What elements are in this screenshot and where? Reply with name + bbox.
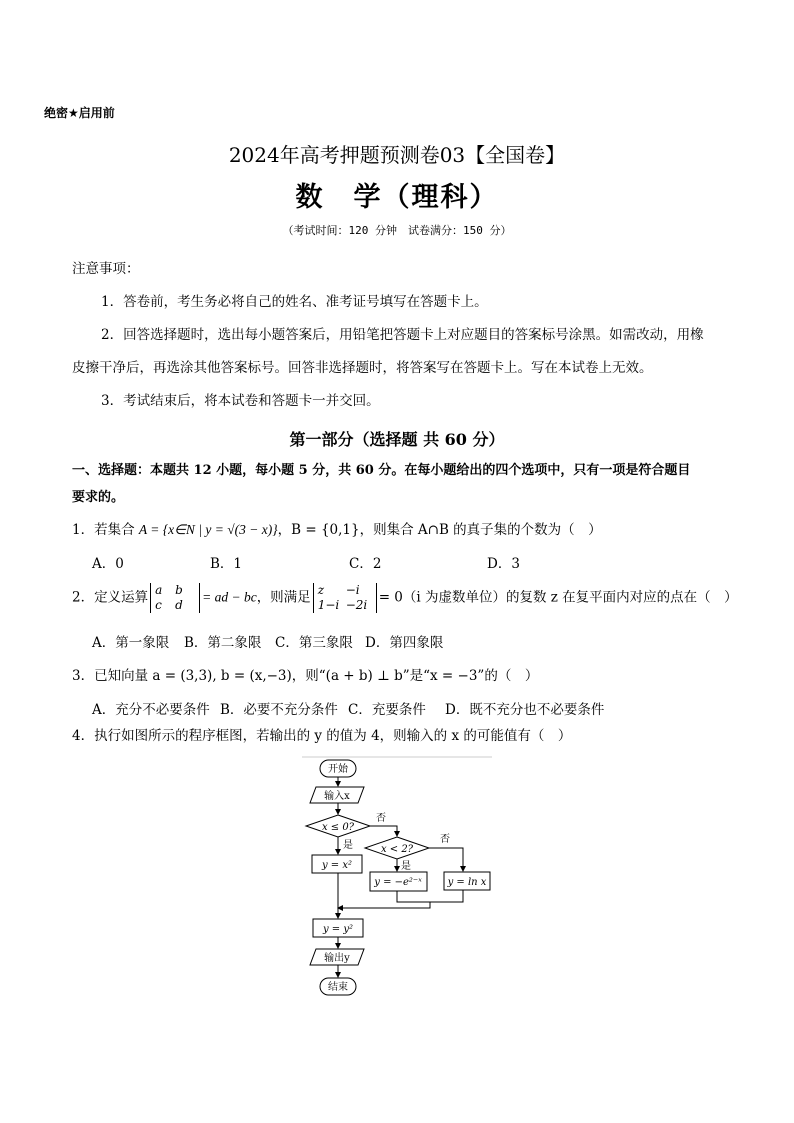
q1-option-b: B．1 — [210, 556, 243, 572]
q1-set-b: ，B = {0,1} — [277, 522, 360, 538]
q1-option-c: C．2 — [349, 556, 382, 572]
flow-box-ln-label: y = ln x — [447, 877, 487, 888]
flow-decision-2-label: x < 2? — [380, 844, 414, 855]
flow-end-label: 结束 — [328, 982, 348, 993]
notice-item-2-line1: 2．回答选择题时，选出每小题答案后，用铅笔把答题卡上对应题目的答案标号涂黑。如需改动，用橡 — [101, 327, 704, 343]
flow-no-2-label: 否 — [440, 834, 450, 845]
flow-decision-1-label: x ≤ 0? — [321, 822, 355, 833]
confidential-label: 绝密★启用前 — [44, 106, 115, 120]
notice-heading: 注意事项： — [72, 261, 140, 277]
q1-suffix: ，则集合 A∩B 的真子集的个数为（ ） — [359, 522, 602, 538]
flow-yes-1-label: 是 — [343, 840, 353, 851]
flow-input-label: 输入x — [324, 791, 350, 802]
flow-output-label: 输出y — [324, 953, 350, 964]
q1-option-d: D．3 — [487, 556, 520, 572]
notice-item-3: 3．考试结束后，将本试卷和答题卡一并交回。 — [101, 393, 380, 409]
flow-box-y-squared-label: y = y² — [322, 924, 354, 935]
q2-mid: ，则满足 — [256, 589, 311, 606]
question-4: 4．执行如图所示的程序框图，若输出的 y 的值为 4，则输入的 x 的可能值有（ ） — [72, 728, 572, 744]
q2-option-c: C．第三象限 — [275, 635, 353, 651]
q2-option-d: D．第四象限 — [365, 635, 444, 651]
q2-prefix: 2．定义运算 — [72, 589, 149, 606]
q3-option-b: B．必要不充分条件 — [220, 702, 338, 718]
q2-determinant-1: a b c d — [150, 583, 200, 613]
flow-yes-2-label: 是 — [401, 861, 411, 872]
q1-option-a: A．0 — [92, 556, 124, 572]
q2-option-b: B．第二象限 — [184, 635, 262, 651]
notice-item-1: 1．答卷前，考生务必将自己的姓名、准考证号填写在答题卡上。 — [101, 294, 488, 310]
flow-box-square-label: y = x² — [321, 860, 353, 871]
flow-box-exp-label: y = −e²⁻ˣ — [374, 877, 422, 888]
question-3: 3．已知向量 a = (3,3), b = (x,−3)，则“(a + b) ⊥ b”是“x = −3”的（ ） — [72, 668, 539, 684]
q3-option-c: C．充要条件 — [348, 702, 426, 718]
notice-item-2-line2: 皮擦干净后，再选涂其他答案标号。回答非选择题时，将答案写在答题卡上。写在本试卷上无效。 — [72, 360, 653, 376]
exam-info: （考试时间：120 分钟 试卷满分：150 分） — [282, 224, 512, 237]
q2-suffix: = 0（i 为虚数单位）的复数 z 在复平面内对应的点在（ ） — [378, 589, 738, 606]
q3-option-d: D．既不充分也不必要条件 — [445, 702, 605, 718]
exam-title: 2024年高考押题预测卷03【全国卷】 — [228, 143, 566, 167]
flow-start-label: 开始 — [328, 764, 348, 775]
flow-no-1-label: 否 — [376, 813, 386, 824]
q2-definition: = ad − bc — [202, 589, 257, 605]
subject-title: 数 学（理科） — [295, 182, 499, 213]
q3-option-a: A．充分不必要条件 — [92, 702, 210, 718]
q2-option-a: A．第一象限 — [92, 635, 170, 651]
section-title: 第一部分（选择题 共 60 分） — [289, 430, 505, 449]
q2-determinant-2: z −i 1−i −2i — [313, 583, 377, 613]
section-intro-line1: 一、选择题：本题共 12 小题，每小题 5 分，共 60 分。在每小题给出的四个选项中，只有一项是符合题目 — [72, 463, 691, 478]
q1-set-a: A = {x∈N | y = √(3 − x)} — [138, 522, 278, 537]
section-intro-line2: 要求的。 — [72, 490, 125, 505]
q1-prefix: 1．若集合 — [72, 522, 135, 538]
